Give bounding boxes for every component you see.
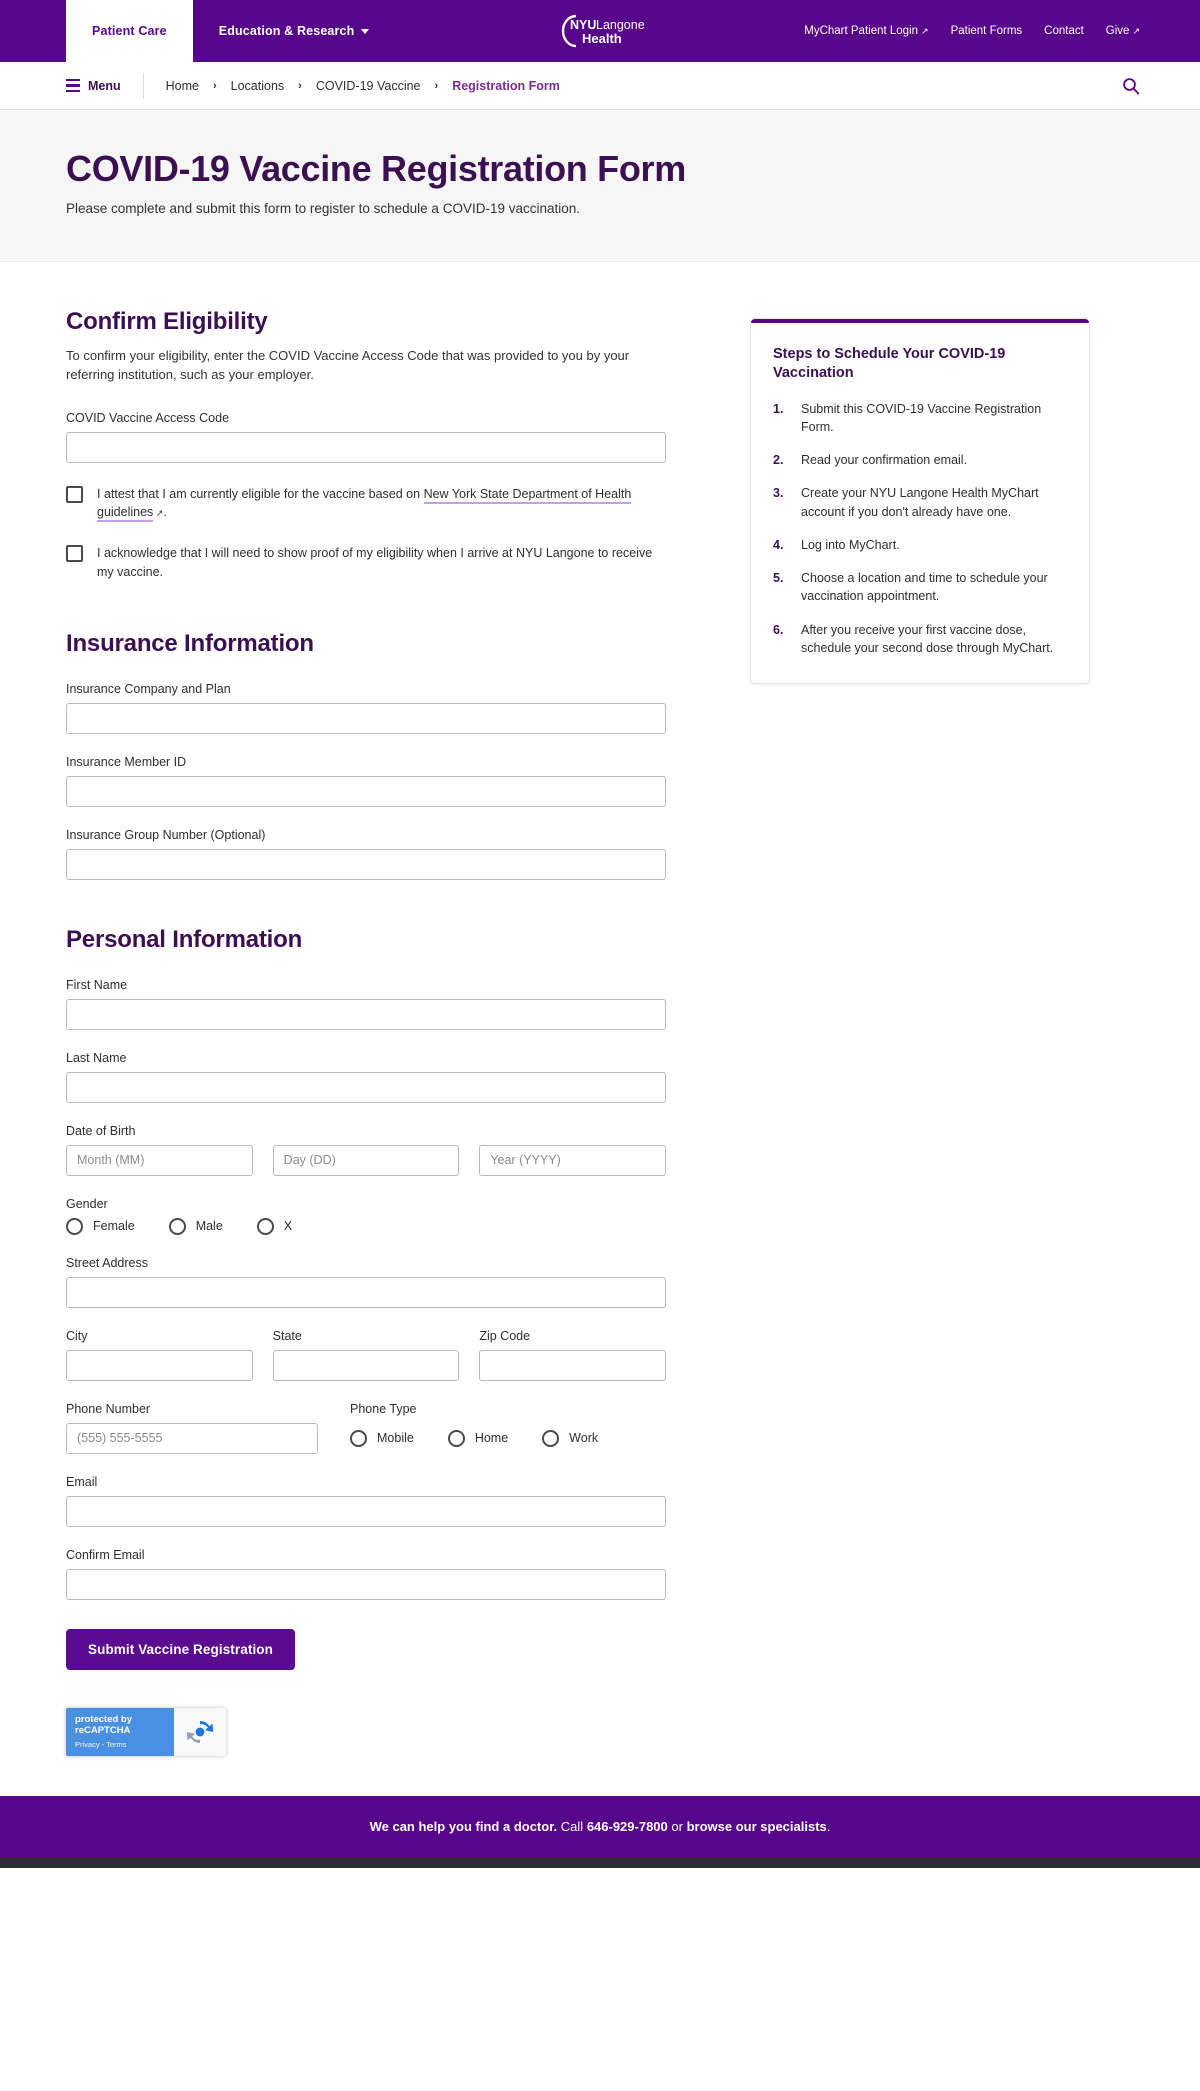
radio-circle-icon: [257, 1218, 274, 1235]
attestation-eligible-text: [97, 485, 666, 523]
field-phone-type: [350, 1402, 666, 1454]
breadcrumb-item-covid-19-vaccine[interactable]: COVID-19 Vaccine: [315, 78, 421, 93]
city-label: City: [66, 1328, 88, 1343]
field-confirm-email: [66, 1548, 666, 1600]
recaptcha-badge[interactable]: [66, 1708, 226, 1756]
eligibility-description: To confirm your eligibility, enter the COVID Vaccine Access Code that was provided to you by your referring institution, such as your employer.: [66, 347, 630, 383]
field-street-address: [66, 1256, 666, 1308]
attestation-eligible-checkbox[interactable]: [66, 486, 83, 503]
link-patient-forms-label: Patient Forms: [950, 25, 1023, 37]
footer-period: .: [826, 1818, 831, 1834]
insurance-company-plan-input[interactable]: [66, 703, 666, 734]
section-heading-personal-information: Personal Information: [66, 925, 303, 953]
svg-text:Langone: Langone: [596, 18, 645, 32]
gender-option-x[interactable]: [257, 1218, 292, 1235]
state-input[interactable]: [273, 1350, 460, 1381]
gender-option-x-label: X: [283, 1219, 293, 1234]
street-address-input[interactable]: [66, 1277, 666, 1308]
menu-button[interactable]: [66, 73, 144, 99]
phone-number-input[interactable]: [66, 1423, 318, 1454]
section-heading-confirm-eligibility: Confirm Eligibility: [66, 307, 268, 335]
gender-option-male-label: Male: [195, 1219, 223, 1234]
radio-circle-icon: [350, 1430, 367, 1447]
gender-radio-group: [66, 1218, 666, 1235]
link-contact[interactable]: [1044, 25, 1084, 37]
link-mychart-patient-login-label: MyChart Patient Login: [804, 25, 919, 37]
tab-education-research[interactable]: [193, 0, 396, 62]
recaptcha-logo: [174, 1708, 226, 1756]
chevron-down-icon: [361, 29, 369, 34]
link-give[interactable]: [1106, 25, 1140, 37]
gender-option-female-label: Female: [93, 1219, 135, 1234]
zip-code-input[interactable]: [479, 1350, 666, 1381]
ny-state-health-guidelines-link[interactable]: New York State Department of Health guidelines: [97, 487, 631, 523]
date-of-birth-label: Date of Birth: [66, 1123, 136, 1138]
field-insurance-member-id: [66, 755, 666, 807]
gender-label: Gender: [66, 1196, 108, 1211]
search-icon[interactable]: [1122, 77, 1140, 95]
insurance-group-number-input[interactable]: [66, 849, 666, 880]
insurance-member-id-input[interactable]: [66, 776, 666, 807]
section-heading-insurance-information: Insurance Information: [66, 629, 314, 657]
list-item: Submit this COVID-19 Vaccine Registration Form.: [801, 401, 1042, 434]
phone-type-option-work-label: Work: [569, 1431, 599, 1446]
main-content: [0, 262, 1200, 1796]
field-gender: [66, 1197, 666, 1235]
external-link-icon: ↗: [921, 25, 929, 36]
sidebar: [750, 308, 1090, 685]
submit-vaccine-registration-button[interactable]: Submit Vaccine Registration: [66, 1629, 295, 1670]
tab-patient-care-label: Patient Care: [92, 24, 167, 38]
breadcrumb-item-registration-form: Registration Form: [452, 78, 560, 93]
field-insurance-group-number: [66, 828, 666, 880]
field-zip-code: [479, 1329, 666, 1381]
breadcrumb-bar: [0, 62, 1200, 110]
footer-or-label: or: [671, 1818, 683, 1834]
breadcrumb-item-locations[interactable]: Locations: [230, 78, 285, 93]
radio-circle-icon: [448, 1430, 465, 1447]
link-patient-forms[interactable]: [951, 25, 1023, 37]
gender-option-male[interactable]: [169, 1218, 223, 1235]
utility-links: [804, 0, 1200, 62]
attestation-eligible-row[interactable]: [66, 485, 666, 523]
recaptcha-links: [75, 1740, 165, 1749]
page-title: COVID-19 Vaccine Registration Form: [66, 148, 686, 189]
field-insurance-company-plan: [66, 682, 666, 734]
dob-year-input[interactable]: [479, 1145, 666, 1176]
attestation-proof-checkbox[interactable]: [66, 545, 83, 562]
list-item: Create your NYU Langone Health MyChart account if you don't already have one.: [801, 486, 1039, 519]
state-label: State: [272, 1328, 302, 1343]
last-name-input[interactable]: [66, 1072, 666, 1103]
recaptcha-text: [66, 1708, 174, 1756]
access-code-input[interactable]: [66, 432, 666, 463]
recaptcha-privacy-link[interactable]: Privacy: [75, 1740, 100, 1750]
nyu-langone-health-logo[interactable]: [550, 0, 650, 62]
radio-circle-icon: [169, 1218, 186, 1235]
street-address-label: Street Address: [66, 1255, 148, 1270]
external-link-icon: ↗: [1132, 25, 1140, 36]
zip-code-label: Zip Code: [479, 1328, 531, 1343]
field-city-state-zip: [66, 1329, 666, 1381]
phone-type-option-mobile-label: Mobile: [377, 1431, 414, 1446]
phone-type-option-home-label: Home: [474, 1431, 509, 1446]
list-item: Choose a location and time to schedule your vaccination appointment.: [801, 571, 1048, 604]
insurance-company-plan-label: Insurance Company and Plan: [66, 681, 231, 696]
breadcrumb: [144, 79, 560, 93]
footer-call-label: Call: [560, 1818, 584, 1834]
page-hero: [0, 110, 1200, 262]
logo-mark-icon: [550, 10, 650, 52]
phone-type-radio-group: [350, 1423, 666, 1454]
radio-circle-icon: [66, 1218, 83, 1235]
svg-text:Health: Health: [582, 31, 622, 46]
insurance-member-id-label: Insurance Member ID: [66, 754, 187, 769]
radio-circle-icon: [542, 1430, 559, 1447]
field-access-code: [66, 411, 666, 463]
list-item: Read your confirmation email.: [801, 453, 968, 468]
chevron-right-icon: ›: [434, 79, 439, 92]
external-link-icon: ↗: [153, 508, 164, 519]
insurance-group-number-label: Insurance Group Number (Optional): [66, 827, 266, 842]
field-phone: [66, 1402, 666, 1454]
first-name-input[interactable]: [66, 999, 666, 1030]
dob-day-input[interactable]: [273, 1145, 460, 1176]
phone-type-label: Phone Type: [350, 1401, 417, 1416]
footer-browse-specialists-link[interactable]: browse our specialists: [686, 1818, 827, 1834]
breadcrumb-item-home[interactable]: Home: [165, 78, 199, 93]
recaptcha-separator: -: [99, 1740, 107, 1750]
steps-list: [773, 400, 1067, 658]
confirm-email-input[interactable]: [66, 1569, 666, 1600]
list-item: Log into MyChart.: [801, 537, 900, 552]
field-date-of-birth: [66, 1124, 666, 1176]
last-name-label: Last Name: [66, 1050, 127, 1065]
hamburger-icon: [66, 79, 80, 93]
dob-month-input[interactable]: [66, 1145, 253, 1176]
steps-card-title: Steps to Schedule Your COVID-19 Vaccination: [773, 345, 1006, 382]
footer-lead-text: We can help you find a doctor.: [369, 1818, 558, 1834]
primary-tabs: [0, 0, 395, 62]
page-subtitle: Please complete and submit this form to register to schedule a COVID-19 vaccination.: [66, 201, 580, 217]
footer-phone-link[interactable]: 646-929-7800: [586, 1818, 668, 1834]
confirm-email-label: Confirm Email: [66, 1547, 145, 1562]
access-code-label: COVID Vaccine Access Code: [66, 410, 230, 425]
field-state: [273, 1329, 460, 1381]
attestation-proof-text: I acknowledge that I will need to show proof of my eligibility when I arrive at NYU Langone to receive my vaccine.: [97, 546, 653, 579]
tab-education-research-label: Education & Research: [218, 24, 355, 38]
email-input[interactable]: [66, 1496, 666, 1527]
attestation-eligible-pre: I attest that I am currently eligible for the vaccine based on: [97, 486, 424, 501]
recaptcha-terms-link[interactable]: Terms: [106, 1740, 127, 1750]
gender-option-female[interactable]: [66, 1218, 135, 1235]
phone-type-option-work[interactable]: [542, 1430, 598, 1447]
attestation-proof-row[interactable]: [66, 544, 666, 582]
link-give-label: Give: [1105, 25, 1130, 37]
chevron-right-icon: ›: [298, 79, 302, 92]
phone-type-option-mobile[interactable]: [350, 1430, 414, 1447]
tab-patient-care[interactable]: [66, 0, 193, 62]
first-name-label: First Name: [66, 977, 128, 992]
field-first-name: [66, 978, 666, 1030]
global-header: [0, 0, 1200, 62]
link-mychart-patient-login[interactable]: [804, 25, 928, 37]
list-item: After you receive your first vaccine dose, schedule your second dose through MyChart.: [801, 622, 1054, 655]
field-city: [66, 1329, 253, 1381]
chevron-right-icon: ›: [212, 79, 217, 92]
steps-card: [750, 318, 1090, 685]
registration-form: [66, 308, 666, 1756]
menu-button-label: Menu: [88, 78, 121, 93]
field-phone-number: [66, 1402, 318, 1454]
phone-number-label: Phone Number: [66, 1401, 151, 1416]
svg-text:NYU: NYU: [570, 18, 597, 32]
find-a-doctor-banner: [0, 1796, 1200, 1858]
field-last-name: [66, 1051, 666, 1103]
city-input[interactable]: [66, 1350, 253, 1381]
footer-edge: [0, 1858, 1200, 1868]
attestation-eligible-post: .: [163, 505, 167, 520]
recaptcha-icon: [184, 1716, 216, 1748]
recaptcha-title: protected by reCAPTCHA: [75, 1713, 133, 1737]
field-email: [66, 1475, 666, 1527]
email-label: Email: [66, 1474, 98, 1489]
card-accent-bar: [751, 319, 1089, 323]
link-contact-label: Contact: [1044, 25, 1084, 37]
phone-type-option-home[interactable]: [448, 1430, 508, 1447]
